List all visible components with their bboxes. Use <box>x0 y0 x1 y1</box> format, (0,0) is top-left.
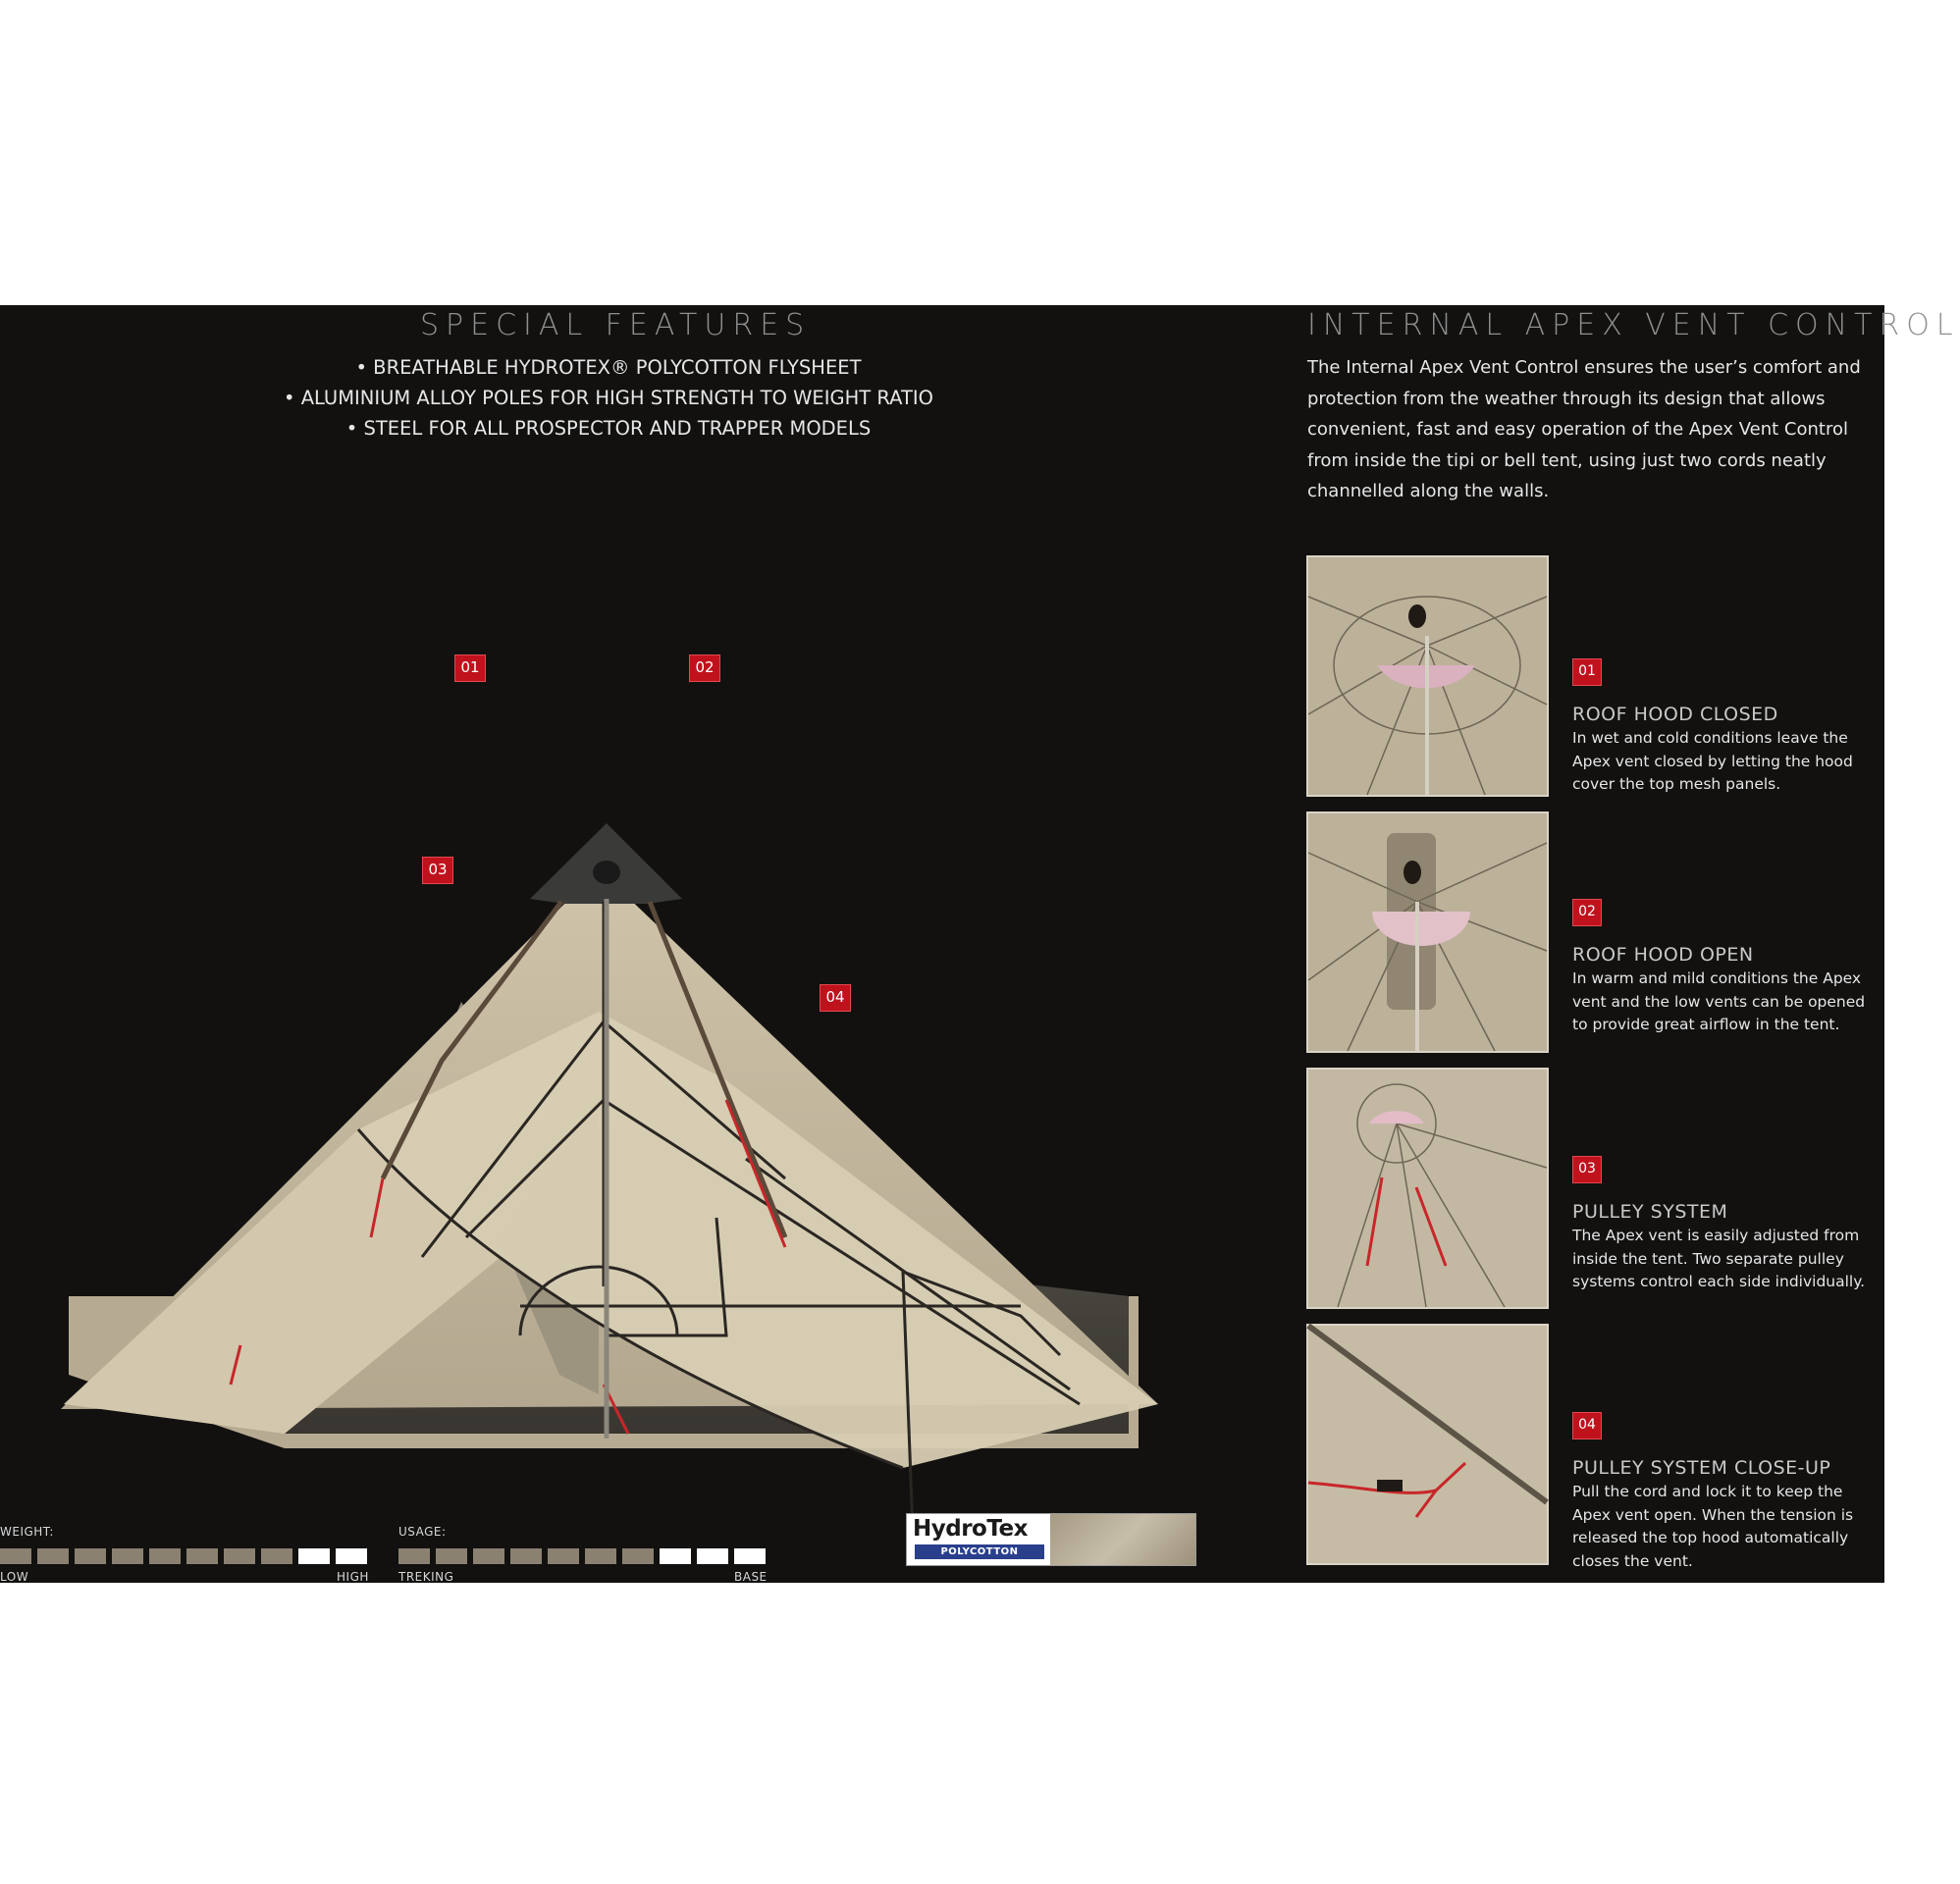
weight-rating-bar <box>0 1548 367 1564</box>
rating-segment-filled <box>224 1548 255 1564</box>
feature-roof-hood-closed <box>1572 658 1884 797</box>
rating-segment-filled <box>261 1548 292 1564</box>
rating-segment-filled <box>75 1548 106 1564</box>
feature-title: PULLEY SYSTEM CLOSE-UP <box>1572 1457 1831 1479</box>
feature-title: PULLEY SYSTEM <box>1572 1201 1728 1223</box>
logo-subtitle: POLYCOTTON <box>915 1544 1044 1559</box>
usage-low-label: TREKING <box>398 1570 454 1584</box>
rating-segment-filled <box>510 1548 542 1564</box>
rating-segment-filled <box>112 1548 143 1564</box>
pulley-system-photo <box>1306 1068 1549 1309</box>
rating-segment-filled <box>398 1548 430 1564</box>
rating-segment-empty <box>697 1548 728 1564</box>
rating-segment-filled <box>585 1548 616 1564</box>
usage-high-label: BASE <box>734 1570 768 1584</box>
feature-bullet: • ALUMINIUM ALLOY POLES FOR HIGH STRENGTH TO WEIGHT RATIO <box>284 387 933 409</box>
feature-number: 01 <box>1572 658 1602 686</box>
weight-high-label: HIGH <box>337 1570 369 1584</box>
weight-label: WEIGHT: <box>0 1525 54 1539</box>
fabric-swatch <box>1050 1514 1195 1565</box>
apex-vent-heading: INTERNAL APEX VENT CONTROL <box>1307 308 1960 342</box>
feature-roof-hood-open <box>1572 899 1884 1037</box>
feature-description: The Apex vent is easily adjusted from inside the tent. Two separate pulley systems control each side individually. <box>1572 1227 1866 1290</box>
rating-segment-filled <box>186 1548 218 1564</box>
diagram-badge-03: 03 <box>422 857 453 884</box>
feature-bullet: • STEEL FOR ALL PROSPECTOR AND TRAPPER MODELS <box>345 417 872 440</box>
feature-title: ROOF HOOD OPEN <box>1572 944 1754 966</box>
feature-title: ROOF HOOD CLOSED <box>1572 704 1778 725</box>
rating-segment-filled <box>622 1548 654 1564</box>
rating-segment-filled <box>548 1548 579 1564</box>
feature-description: In wet and cold conditions leave the Apex vent closed by letting the hood cover the top mesh panels. <box>1572 729 1853 793</box>
feature-pulley-system <box>1572 1156 1884 1294</box>
logo-brand: HydroTex <box>913 1516 1028 1542</box>
rating-segment-filled <box>0 1548 31 1564</box>
feature-bullet: • BREATHABLE HYDROTEX® POLYCOTTON FLYSHEET <box>355 356 862 379</box>
rating-segment-empty <box>734 1548 766 1564</box>
feature-description: In warm and mild conditions the Apex vent and the low vents can be opened to provide great airflow in the tent. <box>1572 969 1866 1033</box>
apex-vent-intro: The Internal Apex Vent Control ensures the user’s comfort and protection from the weather through its design that allows convenient, fast and easy operation of the Apex Vent Control from inside the tipi or bell tent, using just two cords neatly channelled along the walls. <box>1307 357 1861 501</box>
rating-segment-empty <box>298 1548 330 1564</box>
rating-segment-filled <box>149 1548 181 1564</box>
diagram-badge-01: 01 <box>454 654 486 682</box>
feature-pulley-close-up <box>1572 1412 1884 1573</box>
roof-hood-open-photo <box>1306 811 1549 1053</box>
usage-rating-bar <box>398 1548 766 1564</box>
rating-segment-filled <box>436 1548 467 1564</box>
roof-hood-closed-photo <box>1306 555 1549 797</box>
feature-number: 03 <box>1572 1156 1602 1183</box>
usage-label: USAGE: <box>398 1525 447 1539</box>
weight-low-label: LOW <box>0 1570 29 1584</box>
rating-segment-empty <box>660 1548 691 1564</box>
rating-segment-filled <box>473 1548 504 1564</box>
diagram-badge-02: 02 <box>689 654 720 682</box>
diagram-badge-04: 04 <box>820 984 851 1012</box>
special-features-list <box>98 352 1119 444</box>
rating-segment-filled <box>37 1548 69 1564</box>
rating-segment-empty <box>336 1548 367 1564</box>
feature-description: Pull the cord and lock it to keep the Apex vent open. When the tension is released the top hood automatically closes the vent. <box>1572 1483 1854 1570</box>
hydrotex-logo <box>906 1513 1196 1566</box>
bell-tent-illustration <box>39 550 1178 1492</box>
catalog-panel <box>0 305 1960 1584</box>
special-features-heading: SPECIAL FEATURES <box>420 308 812 342</box>
feature-number: 04 <box>1572 1412 1602 1439</box>
feature-number: 02 <box>1572 899 1602 926</box>
pulley-close-up-photo <box>1306 1324 1549 1565</box>
